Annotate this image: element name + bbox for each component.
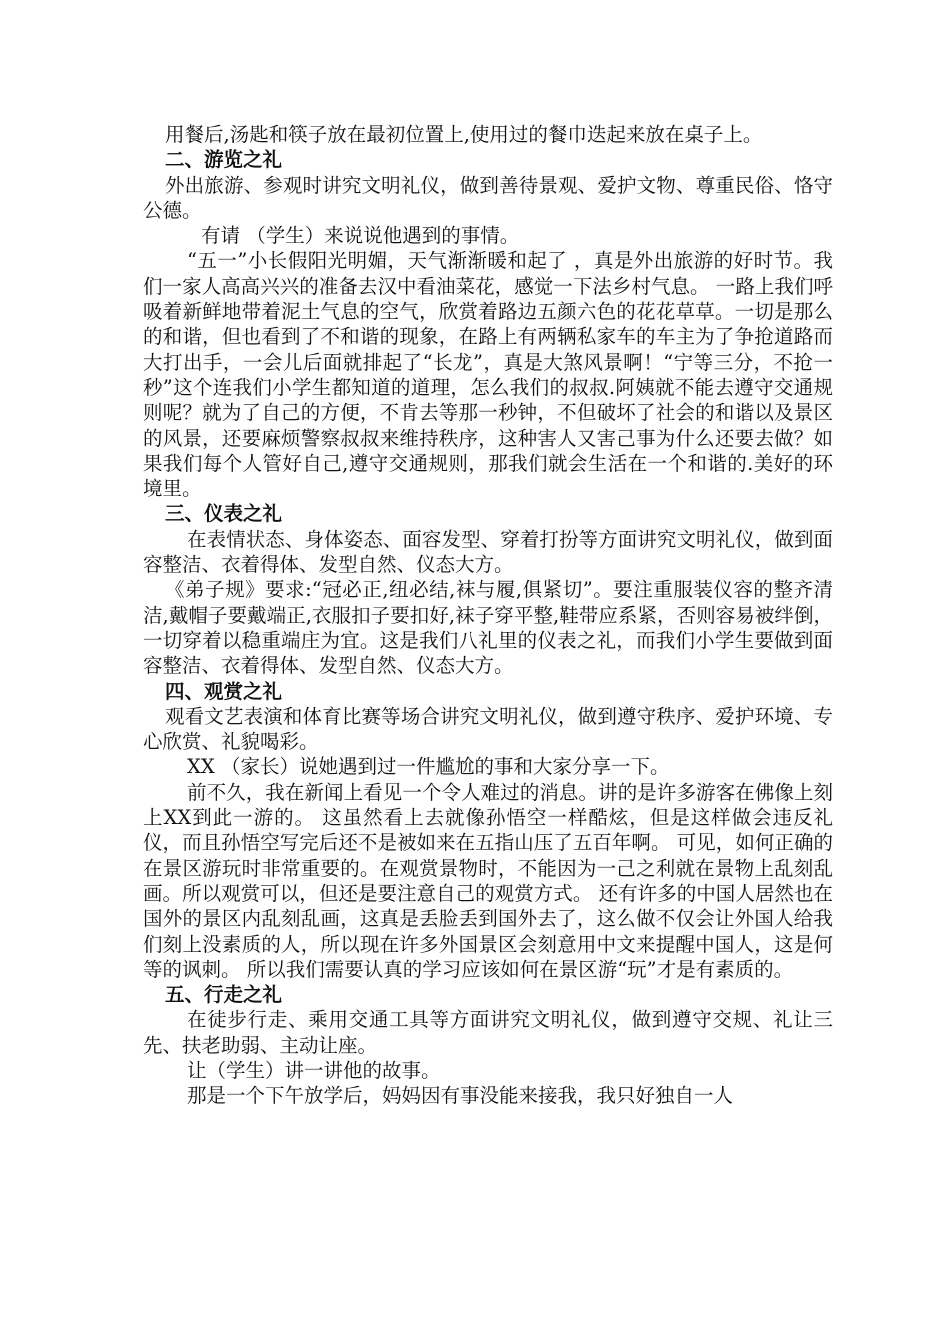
paragraph-walking-intro: 在徒步行走、乘用交通工具等方面讲究文明礼仪，做到遵守交规、礼让三先、扶老助弱、主动让座。: [143, 1008, 833, 1057]
section-heading-viewing: 四、观赏之礼: [165, 679, 283, 703]
paragraph-afternoon-story: 那是一个下午放学后，妈妈因有事没能来接我，我只好独自一人: [187, 1084, 734, 1108]
section-heading-walking: 五、行走之礼: [165, 983, 283, 1007]
paragraph-sightseeing-intro: 外出旅游、参观时讲究文明礼仪，做到善待景观、爱护文物、尊重民俗、恪守公德。: [143, 173, 833, 222]
section-heading-appearance: 三、仪表之礼: [165, 502, 283, 526]
paragraph-news-story: 前不久，我在新闻上看见一个令人难过的消息。讲的是许多游客在佛像上刻上XX到此一游的。 这虽然看上去就像孙悟空一样酷炫，但是这样做会违反礼仪，而且孙悟空写完后还不是被如来在五指山压了五百年啊。 可见，如何正确的在景区游玩时非常重要的。在观赏景物时，不能因为一己之利就在景物上乱刻乱画。所以观赏可以，但还是要注意自己的观赏方式。 还有许多的中国人居然也在国外的景区内乱刻乱画，这真是丢脸丢到国外去了，这么做不仅会让外国人给我们刻上没素质的人，所以现在许多外国景区会刻意用中文来提醒中国人，这是何等的讽刺。 所以我们需要认真的学习应该如何在景区游“玩”才是有素质的。: [143, 780, 833, 981]
paragraph-parent-invite: XX （家长）说她遇到过一件尴尬的事和大家分享一下。: [187, 755, 670, 779]
paragraph-student-invite: 有请 （学生）来说说他遇到的事情。: [201, 224, 520, 248]
paragraph-appearance-intro: 在表情状态、身体姿态、面容发型、穿着打扮等方面讲究文明礼仪，做到面容整洁、衣着得体、发型自然、仪态大方。: [143, 527, 833, 577]
paragraph-viewing-intro: 观看文艺表演和体育比赛等场合讲究文明礼仪，做到遵守秩序、爱护环境、专心欣赏、礼貌喝彩。: [143, 704, 833, 754]
document-page: [143, 122, 833, 1109]
paragraph-student-story-invite: 让（学生）讲一讲他的故事。: [187, 1058, 441, 1082]
paragraph-dizigui: 《弟子规》要求:“冠必正,纽必结,袜与履,俱紧切”。要注重服装仪容的整齐清洁,戴帽子要戴端正,衣服扣子要扣好,袜子穿平整,鞋带应系紧，否则容易被绊倒，一切穿着以稳重端庄为宜。这是我们八礼里的仪表之礼，而我们小学生要做到面容整洁、衣着得体、发型自然、仪态大方。: [143, 578, 833, 678]
section-heading-sightseeing: 二、游览之礼: [165, 148, 283, 172]
paragraph-dining-napkin: 用餐后,汤匙和筷子放在最初位置上,使用过的餐巾迭起来放在桌子上。: [165, 123, 763, 146]
paragraph-may-day-story: “五一”小长假阳光明媚，天气渐渐暖和起了 ，真是外出旅游的好时节。我们一家人高高兴兴的准备去汉中看油菜花，感觉一下法乡村气息。 一路上我们呼吸着新鲜地带着泥土气息的空气，欣赏着路边五颜六色的花花草草。一切是那么的和谐，但也看到了不和谐的现象，在路上有两辆私家车的车主为了争抢道路而大打出手，一会儿后面就排起了“长龙”，真是大煞风景啊！“宁等三分，不抢一秒”这个连我们小学生都知道的道理，怎么我们的叔叔.阿姨就不能去遵守交通规则呢？就为了自己的方便，不肯去等那一秒钟，不但破坏了社会的和谐以及景区的风景，还要麻烦警察叔叔来维持秩序，这种害人又害己事为什么还要去做？如果我们每个人管好自己,遵守交通规则，那我们就会生活在一个和谐的.美好的环境里。: [143, 249, 833, 501]
